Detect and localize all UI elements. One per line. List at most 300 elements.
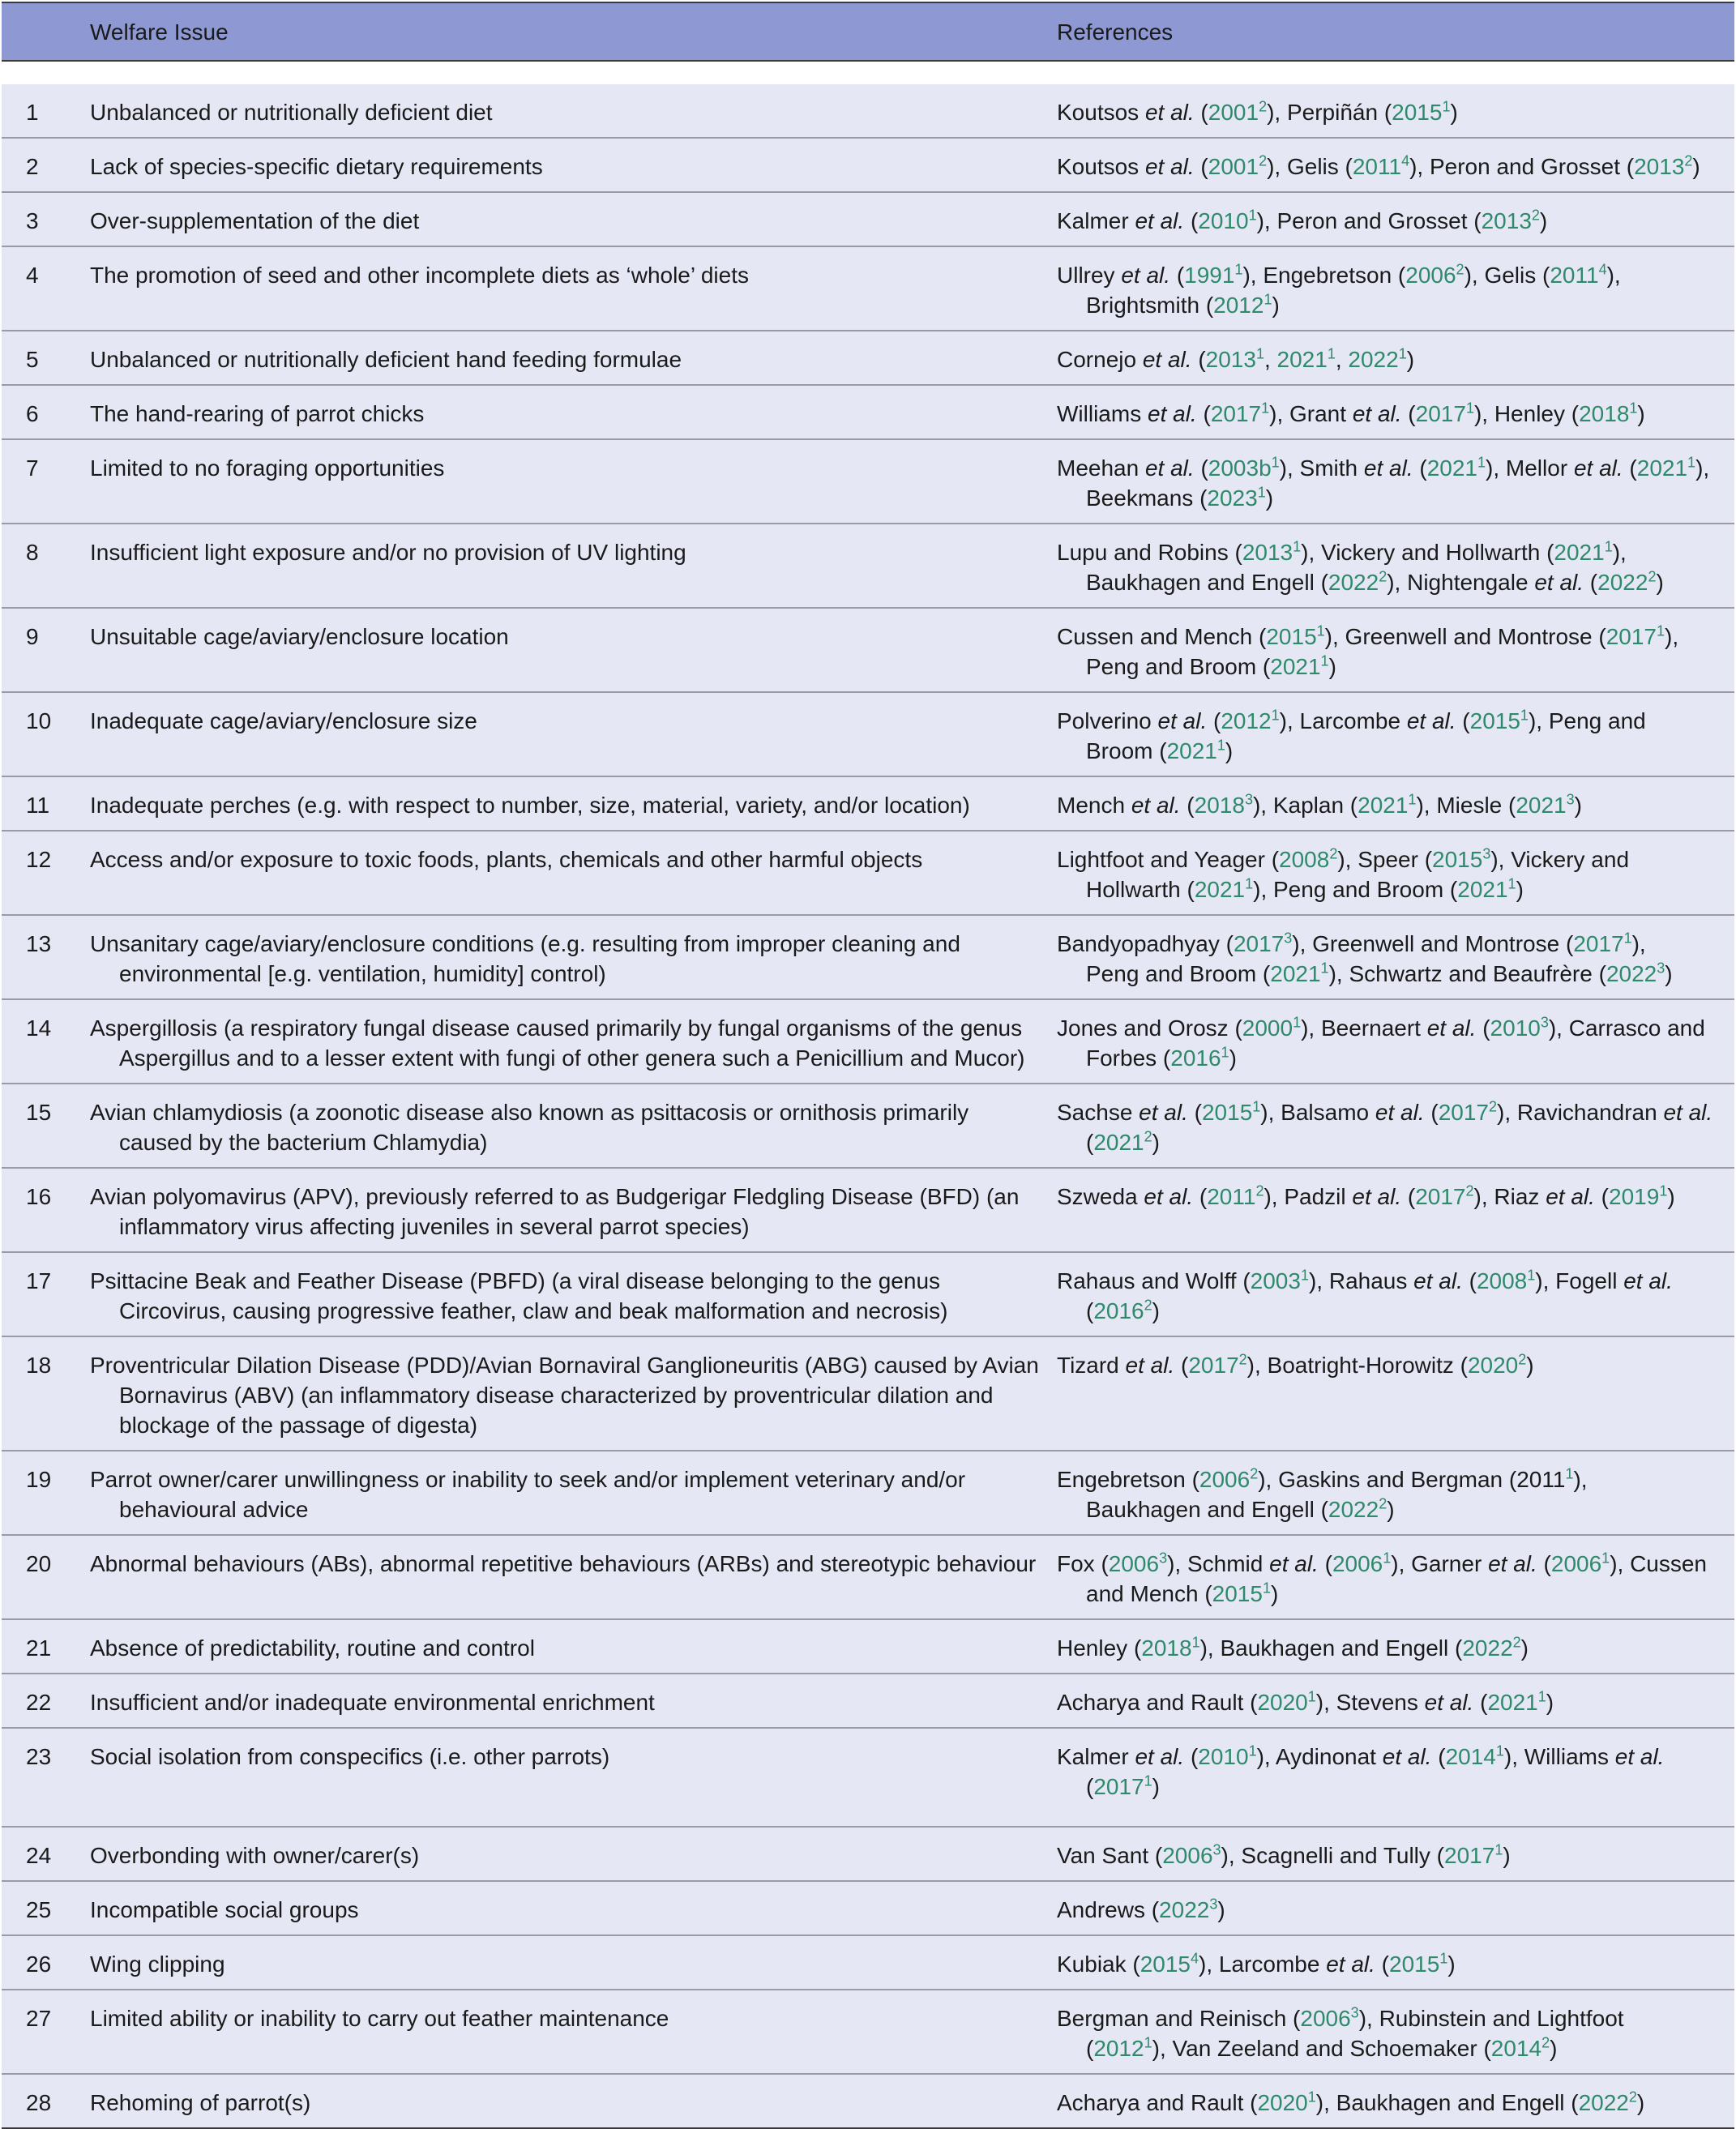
welfare-issue-cell: Avian polyomavirus (APV), previously referred to as Budgerigar Fledgling Disease (BFD) (an inflammatory virus affecting juveniles in several parrot species) bbox=[90, 1168, 1057, 1252]
welfare-issue-cell: Insufficient and/or inadequate environmental enrichment bbox=[90, 1674, 1057, 1728]
citation-year-link[interactable]: 2015 bbox=[1201, 1100, 1253, 1125]
references-cell: Andrews (2022$^3$) bbox=[1057, 1881, 1734, 1935]
citation-year-link[interactable]: 2006 bbox=[1108, 1551, 1160, 1576]
citation-superscript: 1 bbox=[1293, 538, 1302, 555]
welfare-issue-cell: Parrot owner/carer unwillingness or inability to seek and/or implement veterinary and/or behavioural advice bbox=[90, 1451, 1057, 1535]
welfare-issue-cell: Insufficient light exposure and/or no provision of UV lighting bbox=[90, 524, 1057, 608]
et-al-text: et al. bbox=[1125, 1353, 1175, 1378]
citation-superscript: 1 bbox=[1537, 1688, 1546, 1705]
et-al-text: et al. bbox=[1142, 347, 1192, 372]
welfare-issue-cell: Absence of predictability, routine and control bbox=[90, 1619, 1057, 1674]
citation-year-link[interactable]: 2022 bbox=[1348, 347, 1399, 372]
citation-year-link[interactable]: 2017 bbox=[1415, 1184, 1466, 1209]
header-gap bbox=[2, 61, 1734, 84]
citation-year-link[interactable]: 2010 bbox=[1490, 1015, 1541, 1041]
citation-year-link[interactable]: 2012 bbox=[1221, 708, 1272, 733]
citation-superscript: 1 bbox=[1248, 207, 1257, 224]
et-al-text: et al. bbox=[1121, 263, 1171, 288]
table-row bbox=[2, 246, 1734, 331]
welfare-issue-cell: Rehoming of parrot(s) bbox=[90, 2074, 1057, 2128]
citation-year-link[interactable]: 2017 bbox=[1233, 931, 1285, 956]
citation-year-link[interactable]: 2006 bbox=[1300, 2006, 1351, 2031]
table-row bbox=[2, 524, 1734, 608]
et-al-text: et al. bbox=[1426, 1015, 1477, 1041]
welfare-issue-cell: Aspergillosis (a respiratory fungal disease caused primarily by fungal organisms of the genus Aspergillus and to a lesser extent with fungi of other genera such a Penicillium and Mucor) bbox=[90, 999, 1057, 1084]
citation-year-link[interactable]: 2018 bbox=[1194, 793, 1245, 818]
citation-superscript: 1 bbox=[1307, 1688, 1316, 1705]
citation-superscript: 2 bbox=[1489, 1098, 1498, 1115]
et-al-text: et al. bbox=[1663, 1100, 1713, 1125]
welfare-issue-cell: Lack of species-specific dietary requirements bbox=[90, 138, 1057, 192]
table-row bbox=[2, 84, 1734, 138]
citation-superscript: 1 bbox=[1527, 1267, 1536, 1284]
citation-superscript: 1 bbox=[1257, 484, 1266, 501]
citation-year-link[interactable]: 2020 bbox=[1257, 2090, 1308, 2115]
references-cell: Engebretson (2006$^2$), Gaskins and Bergman (2011$^1$), Baukhagen and Engell (2022$^2$) bbox=[1057, 1451, 1734, 1535]
citation-superscript: 1 bbox=[1465, 400, 1474, 417]
header-number bbox=[2, 2, 90, 61]
citation-year-link[interactable]: 2006 bbox=[1405, 263, 1456, 288]
citation-superscript: 1 bbox=[1262, 1580, 1271, 1597]
references-cell: Bergman and Reinisch (2006$^3$), Rubinstein and Lightfoot (2012$^1$), Van Zeeland and Schoemaker (2014$^2$) bbox=[1057, 1990, 1734, 2074]
citation-superscript: 1 bbox=[1398, 345, 1407, 362]
table-row bbox=[2, 1827, 1734, 1881]
references-cell: Williams et al. (2017$^1$), Grant et al. (2017$^1$), Henley (2018$^1$) bbox=[1057, 385, 1734, 439]
citation-superscript: 2 bbox=[1329, 845, 1338, 862]
citation-superscript: 1 bbox=[1565, 1465, 1574, 1482]
citation-year-link[interactable]: 2022 bbox=[1328, 570, 1379, 595]
citation-year-link[interactable]: 2010 bbox=[1198, 1744, 1249, 1769]
table-row bbox=[2, 1168, 1734, 1252]
citation-year-link[interactable]: 2013 bbox=[1242, 540, 1293, 565]
citation-year-link[interactable]: 2011 bbox=[1352, 154, 1402, 179]
citation-year-link[interactable]: 2015 bbox=[1212, 1581, 1263, 1606]
welfare-issue-cell: Psittacine Beak and Feather Disease (PBFD) (a viral disease belonging to the genus Circovirus, causing progressive feather, claw and beak malformation and necrosis) bbox=[90, 1252, 1057, 1336]
table-row bbox=[2, 1728, 1734, 1827]
citation-superscript: 1 bbox=[1216, 737, 1225, 754]
welfare-issue-cell: Limited to no foraging opportunities bbox=[90, 439, 1057, 524]
et-al-text: et al. bbox=[1546, 1184, 1595, 1209]
citation-superscript: 4 bbox=[1598, 261, 1607, 278]
citation-superscript: 2 bbox=[1684, 152, 1693, 169]
citation-year-link[interactable]: 2008 bbox=[1279, 847, 1330, 872]
citation-year-link[interactable]: 2022 bbox=[1159, 1897, 1210, 1922]
table-row bbox=[2, 1990, 1734, 2074]
welfare-issue-cell: Social isolation from conspecifics (i.e. other parrots) bbox=[90, 1728, 1057, 1827]
row-number: 20 bbox=[2, 1535, 90, 1619]
welfare-issue-cell: Access and/or exposure to toxic foods, plants, chemicals and other harmful objects bbox=[90, 831, 1057, 915]
citation-superscript: 2 bbox=[1518, 1351, 1527, 1368]
citation-year-link[interactable]: 2022 bbox=[1597, 570, 1648, 595]
citation-superscript: 2 bbox=[1144, 1297, 1152, 1314]
table-row bbox=[2, 915, 1734, 999]
table-row bbox=[2, 1252, 1734, 1336]
references-cell: Acharya and Rault (2020$^1$), Baukhagen and Engell (2022$^2$) bbox=[1057, 2074, 1734, 2128]
table-row bbox=[2, 608, 1734, 692]
citation-year-link[interactable]: 2022 bbox=[1462, 1635, 1513, 1661]
citation-superscript: 1 bbox=[1264, 291, 1272, 308]
citation-superscript: 1 bbox=[1507, 875, 1516, 892]
et-al-text: et al. bbox=[1326, 1952, 1375, 1977]
citation-year-link[interactable]: 2003b bbox=[1208, 455, 1272, 481]
citation-year-link[interactable]: 2022 bbox=[1578, 2090, 1629, 2115]
welfare-issue-cell: Unsuitable cage/aviary/enclosure location bbox=[90, 608, 1057, 692]
citation-year-link[interactable]: 2013 bbox=[1634, 154, 1685, 179]
header-welfare-issue: Welfare Issue bbox=[90, 2, 1057, 61]
references-cell: Ullrey et al. (1991$^1$), Engebretson (2006$^2$), Gelis (2011$^4$), Brightsmith (2012$^1$) bbox=[1057, 246, 1734, 331]
citation-year-link[interactable]: 2016 bbox=[1093, 1298, 1144, 1323]
citation-superscript: 2 bbox=[1379, 1495, 1388, 1512]
row-number: 3 bbox=[2, 192, 90, 246]
citation-superscript: 2 bbox=[1255, 1182, 1264, 1199]
row-number: 12 bbox=[2, 831, 90, 915]
citation-year-link[interactable]: 2019 bbox=[1609, 1184, 1660, 1209]
et-al-text: et al. bbox=[1144, 455, 1195, 481]
references-cell: Kalmer et al. (2010$^1$), Peron and Grosset (2013$^2$) bbox=[1057, 192, 1734, 246]
citation-year-link[interactable]: 2015 bbox=[1140, 1952, 1191, 1977]
row-number: 21 bbox=[2, 1619, 90, 1674]
et-al-text: et al. bbox=[1375, 1100, 1425, 1125]
citation-year-link[interactable]: 2011 bbox=[1550, 263, 1599, 288]
citation-superscript: 2 bbox=[1259, 152, 1268, 169]
citation-superscript: 1 bbox=[1383, 1550, 1392, 1567]
welfare-issue-cell: The hand-rearing of parrot chicks bbox=[90, 385, 1057, 439]
citation-year-link[interactable]: 2021 bbox=[1093, 1130, 1144, 1155]
citation-superscript: 1 bbox=[1442, 98, 1451, 115]
references-cell: Henley (2018$^1$), Baukhagen and Engell (2022$^2$) bbox=[1057, 1619, 1734, 1674]
et-al-text: et al. bbox=[1148, 401, 1197, 426]
table-row bbox=[2, 192, 1734, 246]
et-al-text: et al. bbox=[1131, 793, 1181, 818]
welfare-issue-cell: Inadequate perches (e.g. with respect to number, size, material, variety, and/or location) bbox=[90, 776, 1057, 831]
references-cell: Koutsos et al. (2001$^2$), Gelis (2011$^4$), Peron and Grosset (2013$^2$) bbox=[1057, 138, 1734, 192]
table-row bbox=[2, 439, 1734, 524]
row-number: 28 bbox=[2, 2074, 90, 2128]
table-row bbox=[2, 1935, 1734, 1990]
row-number: 14 bbox=[2, 999, 90, 1084]
table-row bbox=[2, 1535, 1734, 1619]
citation-year-link[interactable]: 2017 bbox=[1210, 401, 1262, 426]
citation-year-link[interactable]: 2023 bbox=[1207, 485, 1258, 511]
welfare-issue-cell: Inadequate cage/aviary/enclosure size bbox=[90, 692, 1057, 776]
citation-year-link[interactable]: 2006 bbox=[1199, 1467, 1251, 1492]
et-al-text: et al. bbox=[1614, 1744, 1665, 1769]
references-cell: Rahaus and Wolff (2003$^1$), Rahaus et al. (2008$^1$), Fogell et al. (2016$^2$) bbox=[1057, 1252, 1734, 1336]
citation-year-link[interactable]: 2017 bbox=[1093, 1774, 1144, 1799]
citation-superscript: 1 bbox=[1657, 622, 1665, 639]
citation-superscript: 2 bbox=[1379, 568, 1388, 585]
references-cell: Acharya and Rault (2020$^1$), Stevens et al. (2021$^1$) bbox=[1057, 1674, 1734, 1728]
citation-superscript: 1 bbox=[1629, 400, 1638, 417]
welfare-issue-cell: Over-supplementation of the diet bbox=[90, 192, 1057, 246]
citation-year-link[interactable]: 2021 bbox=[1636, 455, 1688, 481]
citation-superscript: 2 bbox=[1238, 1351, 1247, 1368]
citation-year-link[interactable]: 2020 bbox=[1257, 1690, 1308, 1715]
table-row bbox=[2, 138, 1734, 192]
welfare-issue-cell: Avian chlamydiosis (a zoonotic disease also known as psittacosis or ornithosis primarily caused by the bacterium Chlamydia) bbox=[90, 1084, 1057, 1168]
references-cell: Van Sant (2006$^3$), Scagnelli and Tully (2017$^1$) bbox=[1057, 1827, 1734, 1881]
table-body bbox=[2, 61, 1734, 2128]
citation-year-link[interactable]: 2014 bbox=[1490, 2036, 1542, 2061]
references-cell: Bandyopadhyay (2017$^3$), Greenwell and Montrose (2017$^1$), Peng and Broom (2021$^1$), Schwartz and Beaufrère (2022$^3$) bbox=[1057, 915, 1734, 999]
row-number: 16 bbox=[2, 1168, 90, 1252]
citation-superscript: 3 bbox=[1212, 1841, 1221, 1858]
row-number: 6 bbox=[2, 385, 90, 439]
citation-year-link[interactable]: 2021 bbox=[1426, 455, 1478, 481]
et-al-text: et al. bbox=[1269, 1551, 1319, 1576]
citation-year-link[interactable]: 2000 bbox=[1242, 1015, 1293, 1041]
welfare-issue-cell: Unsanitary cage/aviary/enclosure conditions (e.g. resulting from improper cleaning and environmental [e.g. ventilation, humidity] control) bbox=[90, 915, 1057, 999]
citation-year-link[interactable]: 2006 bbox=[1332, 1551, 1383, 1576]
citation-superscript: 1 bbox=[1687, 454, 1696, 471]
citation-superscript: 1 bbox=[1307, 2088, 1316, 2105]
citation-superscript: 3 bbox=[1159, 1550, 1168, 1567]
et-al-text: et al. bbox=[1363, 455, 1413, 481]
et-al-text: et al. bbox=[1139, 1100, 1188, 1125]
et-al-text: et al. bbox=[1144, 100, 1195, 125]
table-row bbox=[2, 1084, 1734, 1168]
citation-superscript: 1 bbox=[1221, 1044, 1229, 1061]
citation-superscript: 1 bbox=[1327, 345, 1336, 362]
citation-year-link[interactable]: 2015 bbox=[1469, 708, 1520, 733]
citation-superscript: 2 bbox=[1250, 1465, 1259, 1482]
citation-superscript: 1 bbox=[1245, 875, 1254, 892]
citation-superscript: 1 bbox=[1261, 400, 1270, 417]
citation-superscript: 2 bbox=[1465, 1182, 1474, 1199]
citation-superscript: 1 bbox=[1601, 1550, 1610, 1567]
citation-superscript: 1 bbox=[1623, 930, 1632, 947]
references-cell: Polverino et al. (2012$^1$), Larcombe et al. (2015$^1$), Peng and Broom (2021$^1$) bbox=[1057, 692, 1734, 776]
references-cell: Szweda et al. (2011$^2$), Padzil et al. (2017$^2$), Riaz et al. (2019$^1$) bbox=[1057, 1168, 1734, 1252]
references-cell: Cornejo et al. (2013$^1$, 2021$^1$, 2022$^1$) bbox=[1057, 331, 1734, 385]
welfare-issue-cell: Wing clipping bbox=[90, 1935, 1057, 1990]
row-number: 13 bbox=[2, 915, 90, 999]
citation-year-link[interactable]: 2015 bbox=[1389, 1952, 1440, 1977]
row-number: 4 bbox=[2, 246, 90, 331]
header-references: References bbox=[1057, 2, 1734, 61]
references-cell: Sachse et al. (2015$^1$), Balsamo et al. (2017$^2$), Ravichandran et al. (2021$^2$) bbox=[1057, 1084, 1734, 1168]
row-number: 15 bbox=[2, 1084, 90, 1168]
citation-year-link[interactable]: 2021 bbox=[1358, 793, 1409, 818]
citation-superscript: 1 bbox=[1439, 1950, 1448, 1967]
citation-year-link[interactable]: 2021 bbox=[1270, 961, 1321, 986]
citation-superscript: 2 bbox=[1628, 2088, 1637, 2105]
citation-year-link[interactable]: 2017 bbox=[1415, 401, 1466, 426]
citation-superscript: 1 bbox=[1293, 1014, 1302, 1031]
et-al-text: et al. bbox=[1352, 401, 1402, 426]
references-cell: Cussen and Mench (2015$^1$), Greenwell and Montrose (2017$^1$), Peng and Broom (2021$^1$) bbox=[1057, 608, 1734, 692]
welfare-issues-table bbox=[2, 2, 1734, 2129]
table-row bbox=[2, 1619, 1734, 1674]
row-number: 18 bbox=[2, 1336, 90, 1451]
table-row bbox=[2, 776, 1734, 831]
citation-superscript: 1 bbox=[1248, 1742, 1257, 1759]
welfare-issue-cell: The promotion of seed and other incomplete diets as ‘whole’ diets bbox=[90, 246, 1057, 331]
references-cell: Lupu and Robins (2013$^1$), Vickery and Hollwarth (2021$^1$), Baukhagen and Engell (2022$^2$), Nightengale et al. (2022$^2$) bbox=[1057, 524, 1734, 608]
citation-superscript: 3 bbox=[1244, 791, 1253, 808]
citation-year-link[interactable]: 2010 bbox=[1198, 208, 1249, 233]
et-al-text: et al. bbox=[1144, 1184, 1194, 1209]
references-cell: Koutsos et al. (2001$^2$), Perpiñán (2015$^1$) bbox=[1057, 84, 1734, 138]
citation-superscript: 1 bbox=[1604, 538, 1613, 555]
citation-year-link[interactable]: 2013 bbox=[1481, 208, 1532, 233]
citation-year-link[interactable]: 2016 bbox=[1170, 1045, 1221, 1071]
citation-year-link[interactable]: 2022 bbox=[1606, 961, 1657, 986]
citation-year-link[interactable]: 2006 bbox=[1162, 1843, 1213, 1868]
et-al-text: et al. bbox=[1144, 154, 1195, 179]
citation-year-link[interactable]: 2017 bbox=[1444, 1843, 1495, 1868]
row-number: 26 bbox=[2, 1935, 90, 1990]
citation-year-link[interactable]: 2021 bbox=[1554, 540, 1605, 565]
et-al-text: et al. bbox=[1413, 1268, 1463, 1293]
row-number: 1 bbox=[2, 84, 90, 138]
citation-year-link[interactable]: 2017 bbox=[1606, 624, 1657, 649]
et-al-text: et al. bbox=[1135, 208, 1185, 233]
citation-year-link[interactable]: 2017 bbox=[1573, 931, 1624, 956]
references-cell: Meehan et al. $(2003b^1)$, Smith et al. (2021$^1$), Mellor et al. (2021$^1$), Beekmans (2023$^1$) bbox=[1057, 439, 1734, 524]
citation-superscript: 1 bbox=[1320, 652, 1329, 669]
references-cell: Tizard et al. (2017$^2$), Boatright-Horowitz (2020$^2$) bbox=[1057, 1336, 1734, 1451]
citation-superscript: 2 bbox=[1648, 568, 1657, 585]
row-number: 8 bbox=[2, 524, 90, 608]
citation-year-link[interactable]: 2021 bbox=[1487, 1690, 1538, 1715]
row-number: 10 bbox=[2, 692, 90, 776]
references-cell: Lightfoot and Yeager (2008$^2$), Speer (2015$^3$), Vickery and Hollwarth (2021$^1$), Peng and Broom (2021$^1$) bbox=[1057, 831, 1734, 915]
row-number: 19 bbox=[2, 1451, 90, 1535]
row-number: 25 bbox=[2, 1881, 90, 1935]
et-al-text: et al. bbox=[1352, 1184, 1402, 1209]
table-row bbox=[2, 331, 1734, 385]
citation-superscript: 1 bbox=[1408, 791, 1417, 808]
row-number: 5 bbox=[2, 331, 90, 385]
references-cell: Jones and Orosz (2000$^1$), Beernaert et al. (2010$^3$), Carrasco and Forbes (2016$^1$) bbox=[1057, 999, 1734, 1084]
et-al-text: et al. bbox=[1382, 1744, 1432, 1769]
citation-superscript: 1 bbox=[1477, 454, 1486, 471]
citation-superscript: 1 bbox=[1271, 454, 1280, 471]
citation-year-link[interactable]: 2021 bbox=[1276, 347, 1328, 372]
citation-year-link[interactable]: 1991 bbox=[1184, 263, 1235, 288]
citation-superscript: 3 bbox=[1540, 1014, 1549, 1031]
et-al-text: et al. bbox=[1424, 1690, 1474, 1715]
citation-superscript: 3 bbox=[1350, 2004, 1359, 2021]
citation-year-link[interactable]: 2021 bbox=[1194, 877, 1246, 902]
citation-superscript: 3 bbox=[1209, 1896, 1218, 1913]
row-number: 22 bbox=[2, 1674, 90, 1728]
row-number: 27 bbox=[2, 1990, 90, 2074]
row-number: 24 bbox=[2, 1827, 90, 1881]
references-cell: Kubiak (2015$^4$), Larcombe et al. (2015$^1$) bbox=[1057, 1935, 1734, 1990]
et-al-text: et al. bbox=[1135, 1744, 1185, 1769]
references-cell: Mench et al. (2018$^3$), Kaplan (2021$^1$), Miesle (2021$^3$) bbox=[1057, 776, 1734, 831]
citation-superscript: 1 bbox=[1191, 1634, 1200, 1651]
welfare-issue-cell: Unbalanced or nutritionally deficient hand feeding formulae bbox=[90, 331, 1057, 385]
table-row bbox=[2, 1336, 1734, 1451]
welfare-issue-cell: Unbalanced or nutritionally deficient diet bbox=[90, 84, 1057, 138]
row-number: 7 bbox=[2, 439, 90, 524]
citation-superscript: 1 bbox=[1271, 707, 1280, 724]
citation-year-link[interactable]: 2001 bbox=[1208, 154, 1259, 179]
citation-year-link[interactable]: 2008 bbox=[1476, 1268, 1528, 1293]
citation-superscript: 2 bbox=[1259, 98, 1268, 115]
row-number: 2 bbox=[2, 138, 90, 192]
citation-year-link[interactable]: 2021 bbox=[1270, 654, 1321, 679]
citation-year-link[interactable]: 2022 bbox=[1328, 1497, 1379, 1522]
citation-year-link[interactable]: 2013 bbox=[1205, 347, 1256, 372]
citation-year-link[interactable]: 2011 bbox=[1207, 1184, 1256, 1209]
citation-superscript: 3 bbox=[1284, 930, 1293, 947]
citation-superscript: 4 bbox=[1401, 152, 1410, 169]
citation-superscript: 1 bbox=[1520, 707, 1529, 724]
row-number: 17 bbox=[2, 1252, 90, 1336]
citation-superscript: 1 bbox=[1316, 622, 1325, 639]
citation-year-link[interactable]: 2012 bbox=[1213, 293, 1264, 318]
citation-superscript: 3 bbox=[1566, 791, 1575, 808]
table-row bbox=[2, 831, 1734, 915]
table-row bbox=[2, 692, 1734, 776]
et-al-text: et al. bbox=[1157, 708, 1208, 733]
citation-superscript: 2 bbox=[1541, 2034, 1550, 2051]
citation-year-link[interactable]: 2012 bbox=[1093, 2036, 1144, 2061]
table-row bbox=[2, 1674, 1734, 1728]
row-number: 11 bbox=[2, 776, 90, 831]
citation-year-link[interactable]: 2017 bbox=[1438, 1100, 1490, 1125]
table-row bbox=[2, 1881, 1734, 1935]
citation-superscript: 1 bbox=[1320, 960, 1329, 977]
citation-superscript: 2 bbox=[1531, 207, 1540, 224]
row-number: 23 bbox=[2, 1728, 90, 1827]
citation-year-link[interactable]: 2015 bbox=[1392, 100, 1443, 125]
citation-superscript: 1 bbox=[1255, 345, 1264, 362]
references-cell: Fox (2006$^3$), Schmid et al. (2006$^1$), Garner et al. (2006$^1$), Cussen and Mench (2015$^1$) bbox=[1057, 1535, 1734, 1619]
citation-year-link[interactable]: 2015 bbox=[1432, 847, 1483, 872]
citation-year-link[interactable]: 2020 bbox=[1467, 1353, 1519, 1378]
table-row bbox=[2, 1451, 1734, 1535]
row-number: 9 bbox=[2, 608, 90, 692]
citation-year-link[interactable]: 2021 bbox=[1166, 738, 1217, 763]
citation-superscript: 4 bbox=[1191, 1950, 1199, 1967]
citation-superscript: 3 bbox=[1657, 960, 1665, 977]
welfare-issue-cell: Limited ability or inability to carry out feather maintenance bbox=[90, 1990, 1057, 2074]
et-al-text: et al. bbox=[1573, 455, 1623, 481]
citation-superscript: 2 bbox=[1512, 1634, 1521, 1651]
citation-year-link[interactable]: 2003 bbox=[1250, 1268, 1301, 1293]
citation-year-link[interactable]: 2017 bbox=[1188, 1353, 1239, 1378]
et-al-text: et al. bbox=[1534, 570, 1584, 595]
citation-year-link[interactable]: 2015 bbox=[1266, 624, 1317, 649]
welfare-issue-cell: Overbonding with owner/carer(s) bbox=[90, 1827, 1057, 1881]
welfare-issue-cell: Abnormal behaviours (ABs), abnormal repetitive behaviours (ARBs) and stereotypic behaviour bbox=[90, 1535, 1057, 1619]
citation-superscript: 1 bbox=[1234, 261, 1243, 278]
citation-year-link[interactable]: 2001 bbox=[1208, 100, 1259, 125]
welfare-issue-cell: Proventricular Dilation Disease (PDD)/Avian Bornaviral Ganglioneuritis (ABG) caused by Avian Bornavirus (ABV) (an inflammatory disease characterized by proventricular dilation and blockage of the passage of digesta) bbox=[90, 1336, 1057, 1451]
citation-year-link[interactable]: 2021 bbox=[1516, 793, 1567, 818]
citation-year-link[interactable]: 2021 bbox=[1457, 877, 1508, 902]
citation-year-link[interactable]: 2018 bbox=[1141, 1635, 1192, 1661]
citation-superscript: 2 bbox=[1144, 1128, 1152, 1145]
citation-year-link[interactable]: 2014 bbox=[1445, 1744, 1496, 1769]
citation-superscript: 1 bbox=[1144, 2034, 1152, 2051]
citation-year-link[interactable]: 2018 bbox=[1579, 401, 1630, 426]
citation-superscript: 2 bbox=[1456, 261, 1464, 278]
citation-superscript: 1 bbox=[1659, 1182, 1668, 1199]
citation-superscript: 1 bbox=[1252, 1098, 1261, 1115]
citation-superscript: 1 bbox=[1300, 1267, 1309, 1284]
table-header-row bbox=[2, 2, 1734, 61]
table-row bbox=[2, 2074, 1734, 2128]
et-al-text: et al. bbox=[1623, 1268, 1673, 1293]
citation-superscript: 1 bbox=[1495, 1742, 1504, 1759]
citation-year-link[interactable]: 2006 bbox=[1550, 1551, 1602, 1576]
